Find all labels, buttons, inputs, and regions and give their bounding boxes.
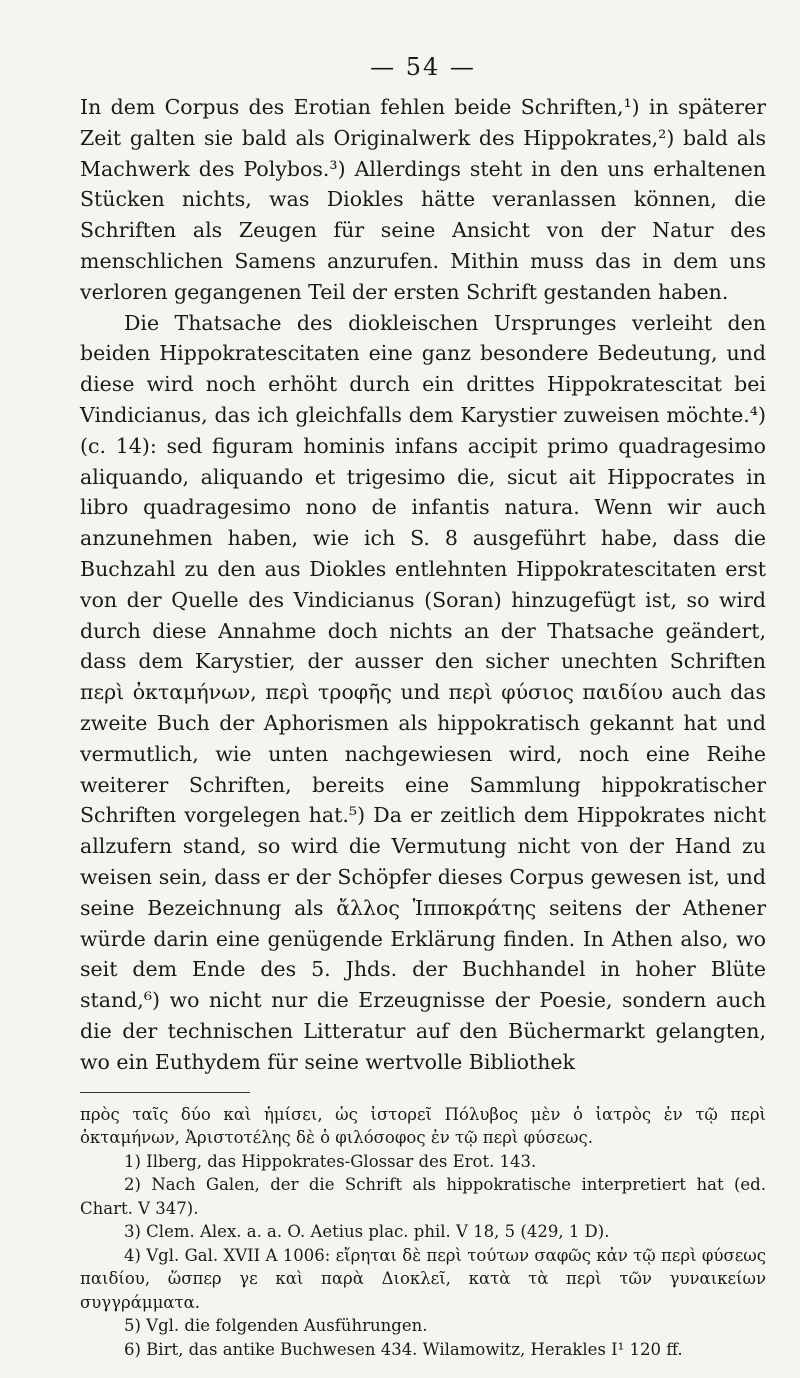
footnotes: [80, 1092, 766, 1362]
footnote-5: 5) Vgl. die folgenden Ausführungen.: [124, 1316, 428, 1335]
footnote-1: 1) Ilberg, das Hippokrates-Glossar des Erot. 143.: [124, 1151, 537, 1171]
footnote-3: 3) Clem. Alex. a. a. O. Aetius plac. phil. V 18, 5 (429, 1 D).: [124, 1222, 610, 1241]
footnote-2: 2) Nach Galen, der die Schrift als hippokratische interpretiert hat (ed. Chart. V 347).: [80, 1175, 766, 1218]
paragraph-1: In dem Corpus des Erotian fehlen beide Schriften,¹) in späterer Zeit galten sie bald als Originalwerk des Hippokrates,²) bald als Machwerk des Polybos.³) Allerdings steht in den uns erhaltenen Stücken nichts, was Diokles hätte veranlassen können, die Schriften als Zeugen für seine Ansicht von der Natur des menschlichen Samens anzurufen. Mithin muss das in dem uns verloren gegangenen Teil der ersten Schrift gestanden haben.: [80, 95, 766, 304]
footnote-continuation: πρὸς ταῖς δύο καὶ ἡμίσει, ὡς ἱστορεῖ Πόλυβος μὲν ὁ ἰατρὸς ἐν τῷ περὶ ὀκταμήνων, Ἀριστοτέλης δὲ ὁ φιλόσοφος ἐν τῷ περὶ φύσεως.: [80, 1104, 766, 1147]
footnote-divider: [80, 1092, 250, 1093]
paragraph-2: Die Thatsache des diokleischen Ursprunges verleiht den beiden Hippokratescitaten eine ganz besondere Bedeutung, und diese wird noch erhöht durch ein drittes Hippokratescitat bei Vindicianus, das ich gleichfalls dem Karystier zuweisen möchte.⁴) (c. 14): sed figuram hominis infans accipit primo quadragesimo aliquando, aliquando et trigesimo die, sicut ait Hippocrates in libro quadragesimo nono de infantis natura. Wenn wir auch anzunehmen haben, wie ich S. 8 ausgeführt habe, dass die Buchzahl zu den aus Diokles entlehnten Hippokratescitaten erst von der Quelle des Vindicianus (Soran) hinzugefügt ist, so wird durch diese Annahme doch nichts an der Thatsache geändert, dass dem Karystier, der ausser den sicher unechten Schriften περὶ ὀκταμήνων, περὶ τροφῆς und περὶ φύσιος παιδίου auch das zweite Buch der Aphorismen als hippokratisch gekannt hat und vermutlich, wie unten nachgewiesen wird, noch eine Reihe weiterer Schriften, bereits eine Sammlung hippokratischer Schriften vorgelegen hat.⁵) Da er zeitlich dem Hippokrates nicht allzufern stand, so wird die Vermutung nicht von der Hand zu weisen sein, dass er der Schöpfer dieses Corpus gewesen ist, und seine Bezeichnung als ἄλλος Ἱπποκράτης seitens der Athener würde darin eine genügende Erklärung finden. In Athen also, wo seit dem Ende des 5. Jhds. der Buchhandel in hoher Blüte stand,⁶) wo nicht nur die Erzeugnisse der Poesie, sondern auch die der technischen Litteratur auf den Büchermarkt gelangten, wo ein Euthydem für seine wertvolle Bibliothek: [80, 310, 766, 1074]
page-number: — 54 —: [370, 53, 476, 81]
footnote-6: 6) Birt, das antike Buchwesen 434. Wilamowitz, Herakles I¹ 120 ff.: [124, 1339, 683, 1359]
footnote-4: 4) Vgl. Gal. XVII A 1006: εἴρηται δὲ περὶ τούτων σαφῶς κἀν τῷ περὶ φύσεως παιδίου, ὥσπερ γε καὶ παρὰ Διοκλεῖ, κατὰ τὰ περὶ τῶν γυναικείων συγγράμματα.: [80, 1245, 766, 1312]
body-text: [80, 92, 766, 1078]
